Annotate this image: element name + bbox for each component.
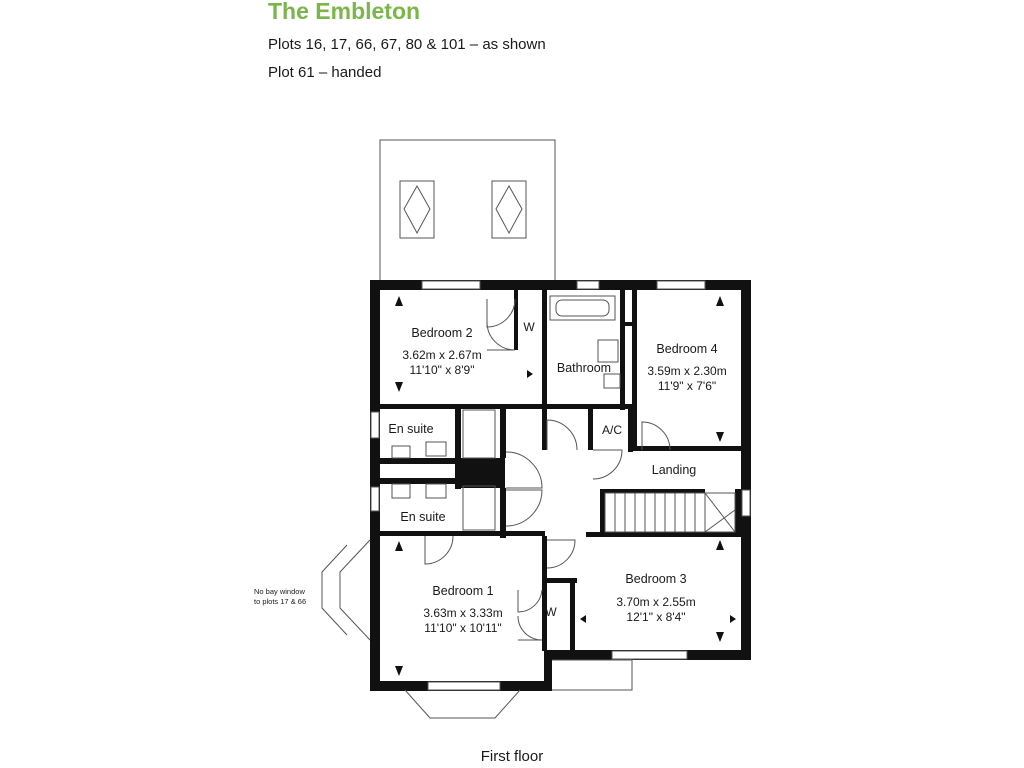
room-name: Bedroom 2 xyxy=(411,326,473,340)
staircase xyxy=(605,493,735,532)
door-swing xyxy=(593,450,622,479)
toilet-icon xyxy=(392,484,410,498)
room-ac-cupboard: A/C xyxy=(601,423,623,437)
room-imperial: 11'9" x 7'6" xyxy=(657,379,717,393)
shower-icon xyxy=(463,486,495,530)
door-swing xyxy=(506,452,542,488)
room-imperial: 11'10" x 10'11" xyxy=(424,621,502,635)
room-name: Bedroom 4 xyxy=(656,342,718,356)
room-metric: 3.63m x 3.33m xyxy=(423,606,503,620)
bay-window-note-line1: No bay window xyxy=(254,587,305,596)
room-metric: 3.62m x 2.67m xyxy=(402,348,482,362)
plots-line: Plots 16, 17, 66, 67, 80 & 101 – as shown xyxy=(268,36,546,53)
basin-icon xyxy=(426,484,446,498)
room-imperial: 11'10" x 8'9" xyxy=(409,363,475,377)
door-swing xyxy=(506,490,542,526)
room-metric: 3.59m x 2.30m xyxy=(647,364,727,378)
skylight-left xyxy=(400,181,434,238)
skylight-right xyxy=(492,181,526,238)
door-swing xyxy=(425,536,453,564)
door-swing xyxy=(642,422,670,450)
room-imperial: 12'1" x 8'4" xyxy=(626,610,686,624)
room-ensuite-upper: En suite xyxy=(388,422,434,436)
wardrobe-label: W xyxy=(545,605,557,619)
wardrobe-label: W xyxy=(523,320,535,334)
door-swing xyxy=(487,299,515,327)
handed-line: Plot 61 – handed xyxy=(268,64,382,81)
roof-area xyxy=(380,140,555,283)
room-bedroom-3 xyxy=(616,572,695,624)
bay-window-note-line2: to plots 17 & 66 xyxy=(254,597,307,606)
basin-icon xyxy=(598,340,618,362)
shower-icon xyxy=(463,410,495,458)
toilet-icon xyxy=(604,374,620,388)
floor-label: First floor xyxy=(480,748,544,765)
basin-icon xyxy=(426,442,446,456)
door-swing xyxy=(518,616,542,640)
plan-title: The Embleton xyxy=(268,0,421,24)
room-name: Bedroom 1 xyxy=(432,584,494,598)
door-swing xyxy=(487,322,515,350)
room-ensuite-lower: En suite xyxy=(400,510,446,524)
room-bedroom-2 xyxy=(402,326,481,377)
room-landing: Landing xyxy=(651,463,697,477)
room-metric: 3.70m x 2.55m xyxy=(616,595,696,609)
door-swing xyxy=(547,540,575,568)
door-swing xyxy=(518,590,542,612)
room-name: Bedroom 3 xyxy=(625,572,687,586)
toilet-icon xyxy=(392,446,410,458)
room-bathroom: Bathroom xyxy=(556,361,612,375)
door-swing xyxy=(547,420,577,450)
room-bedroom-4 xyxy=(647,342,726,393)
room-bedroom-1 xyxy=(423,584,502,635)
